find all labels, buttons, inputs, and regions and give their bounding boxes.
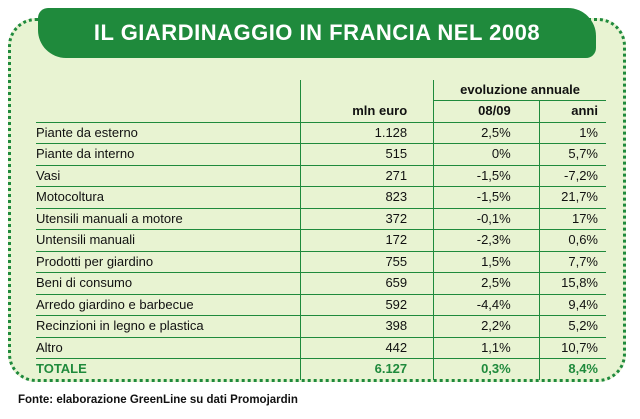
row-v1: 0% bbox=[434, 144, 540, 166]
row-label: Recinzioni in legno e plastica bbox=[36, 316, 301, 338]
table-row bbox=[36, 208, 606, 230]
total-v2: 8,4% bbox=[539, 359, 606, 380]
row-mln: 659 bbox=[301, 273, 434, 295]
row-v2: 5,2% bbox=[539, 316, 606, 338]
row-label: Motocoltura bbox=[36, 187, 301, 209]
total-v1: 0,3% bbox=[434, 359, 540, 380]
row-mln: 442 bbox=[301, 337, 434, 359]
row-mln: 398 bbox=[301, 316, 434, 338]
source-note: Fonte: elaborazione GreenLine su dati Promojardin bbox=[18, 394, 298, 406]
data-table bbox=[36, 80, 606, 380]
table-row bbox=[36, 230, 606, 252]
row-mln: 172 bbox=[301, 230, 434, 252]
row-label: Prodotti per giardino bbox=[36, 251, 301, 273]
row-v2: 1% bbox=[539, 122, 606, 144]
header-spacer bbox=[36, 80, 301, 101]
table-row-total bbox=[36, 359, 606, 380]
table-row bbox=[36, 144, 606, 166]
row-label: Utensili manuali a motore bbox=[36, 208, 301, 230]
row-mln: 755 bbox=[301, 251, 434, 273]
table-row bbox=[36, 165, 606, 187]
row-v1: 1,1% bbox=[434, 337, 540, 359]
row-label: Vasi bbox=[36, 165, 301, 187]
table-row bbox=[36, 337, 606, 359]
row-v1: -0,1% bbox=[434, 208, 540, 230]
row-v2: 17% bbox=[539, 208, 606, 230]
table-row bbox=[36, 251, 606, 273]
row-label: Piante da esterno bbox=[36, 122, 301, 144]
row-v2: 10,7% bbox=[539, 337, 606, 359]
row-v1: -1,5% bbox=[434, 187, 540, 209]
table-row bbox=[36, 316, 606, 338]
row-v1: 2,2% bbox=[434, 316, 540, 338]
row-v1: 2,5% bbox=[434, 273, 540, 295]
row-label: Arredo giardino e barbecue bbox=[36, 294, 301, 316]
row-mln: 271 bbox=[301, 165, 434, 187]
header-spacer-mln bbox=[301, 80, 434, 101]
table-row bbox=[36, 122, 606, 144]
row-v1: -2,3% bbox=[434, 230, 540, 252]
row-v1: 1,5% bbox=[434, 251, 540, 273]
row-v2: 15,8% bbox=[539, 273, 606, 295]
row-v2: 5,7% bbox=[539, 144, 606, 166]
row-v2: 21,7% bbox=[539, 187, 606, 209]
row-v1: -1,5% bbox=[434, 165, 540, 187]
row-label: Untensili manuali bbox=[36, 230, 301, 252]
row-v1: 2,5% bbox=[434, 122, 540, 144]
total-label: TOTALE bbox=[36, 361, 87, 377]
table-body bbox=[36, 122, 606, 380]
row-mln: 592 bbox=[301, 294, 434, 316]
header-group-evoluzione: evoluzione annuale bbox=[434, 80, 606, 101]
row-v2: 7,7% bbox=[539, 251, 606, 273]
row-mln: 823 bbox=[301, 187, 434, 209]
row-label: Altro bbox=[36, 337, 301, 359]
row-v2: 0,6% bbox=[539, 230, 606, 252]
header-anni: anni bbox=[539, 101, 606, 123]
table-row bbox=[36, 294, 606, 316]
row-mln: 1.128 bbox=[301, 122, 434, 144]
row-v1: -4,4% bbox=[434, 294, 540, 316]
row-v2: 9,4% bbox=[539, 294, 606, 316]
row-mln: 372 bbox=[301, 208, 434, 230]
table-row bbox=[36, 273, 606, 295]
table-row bbox=[36, 187, 606, 209]
row-mln: 515 bbox=[301, 144, 434, 166]
total-mln: 6.127 bbox=[301, 359, 434, 380]
row-v2: -7,2% bbox=[539, 165, 606, 187]
header-label bbox=[36, 101, 301, 123]
header-08-09: 08/09 bbox=[434, 101, 540, 123]
row-label: Piante da interno bbox=[36, 144, 301, 166]
header-mln-euro: mln euro bbox=[301, 101, 434, 123]
row-label: Beni di consumo bbox=[36, 273, 301, 295]
page-title: IL GIARDINAGGIO IN FRANCIA NEL 2008 bbox=[38, 8, 596, 58]
